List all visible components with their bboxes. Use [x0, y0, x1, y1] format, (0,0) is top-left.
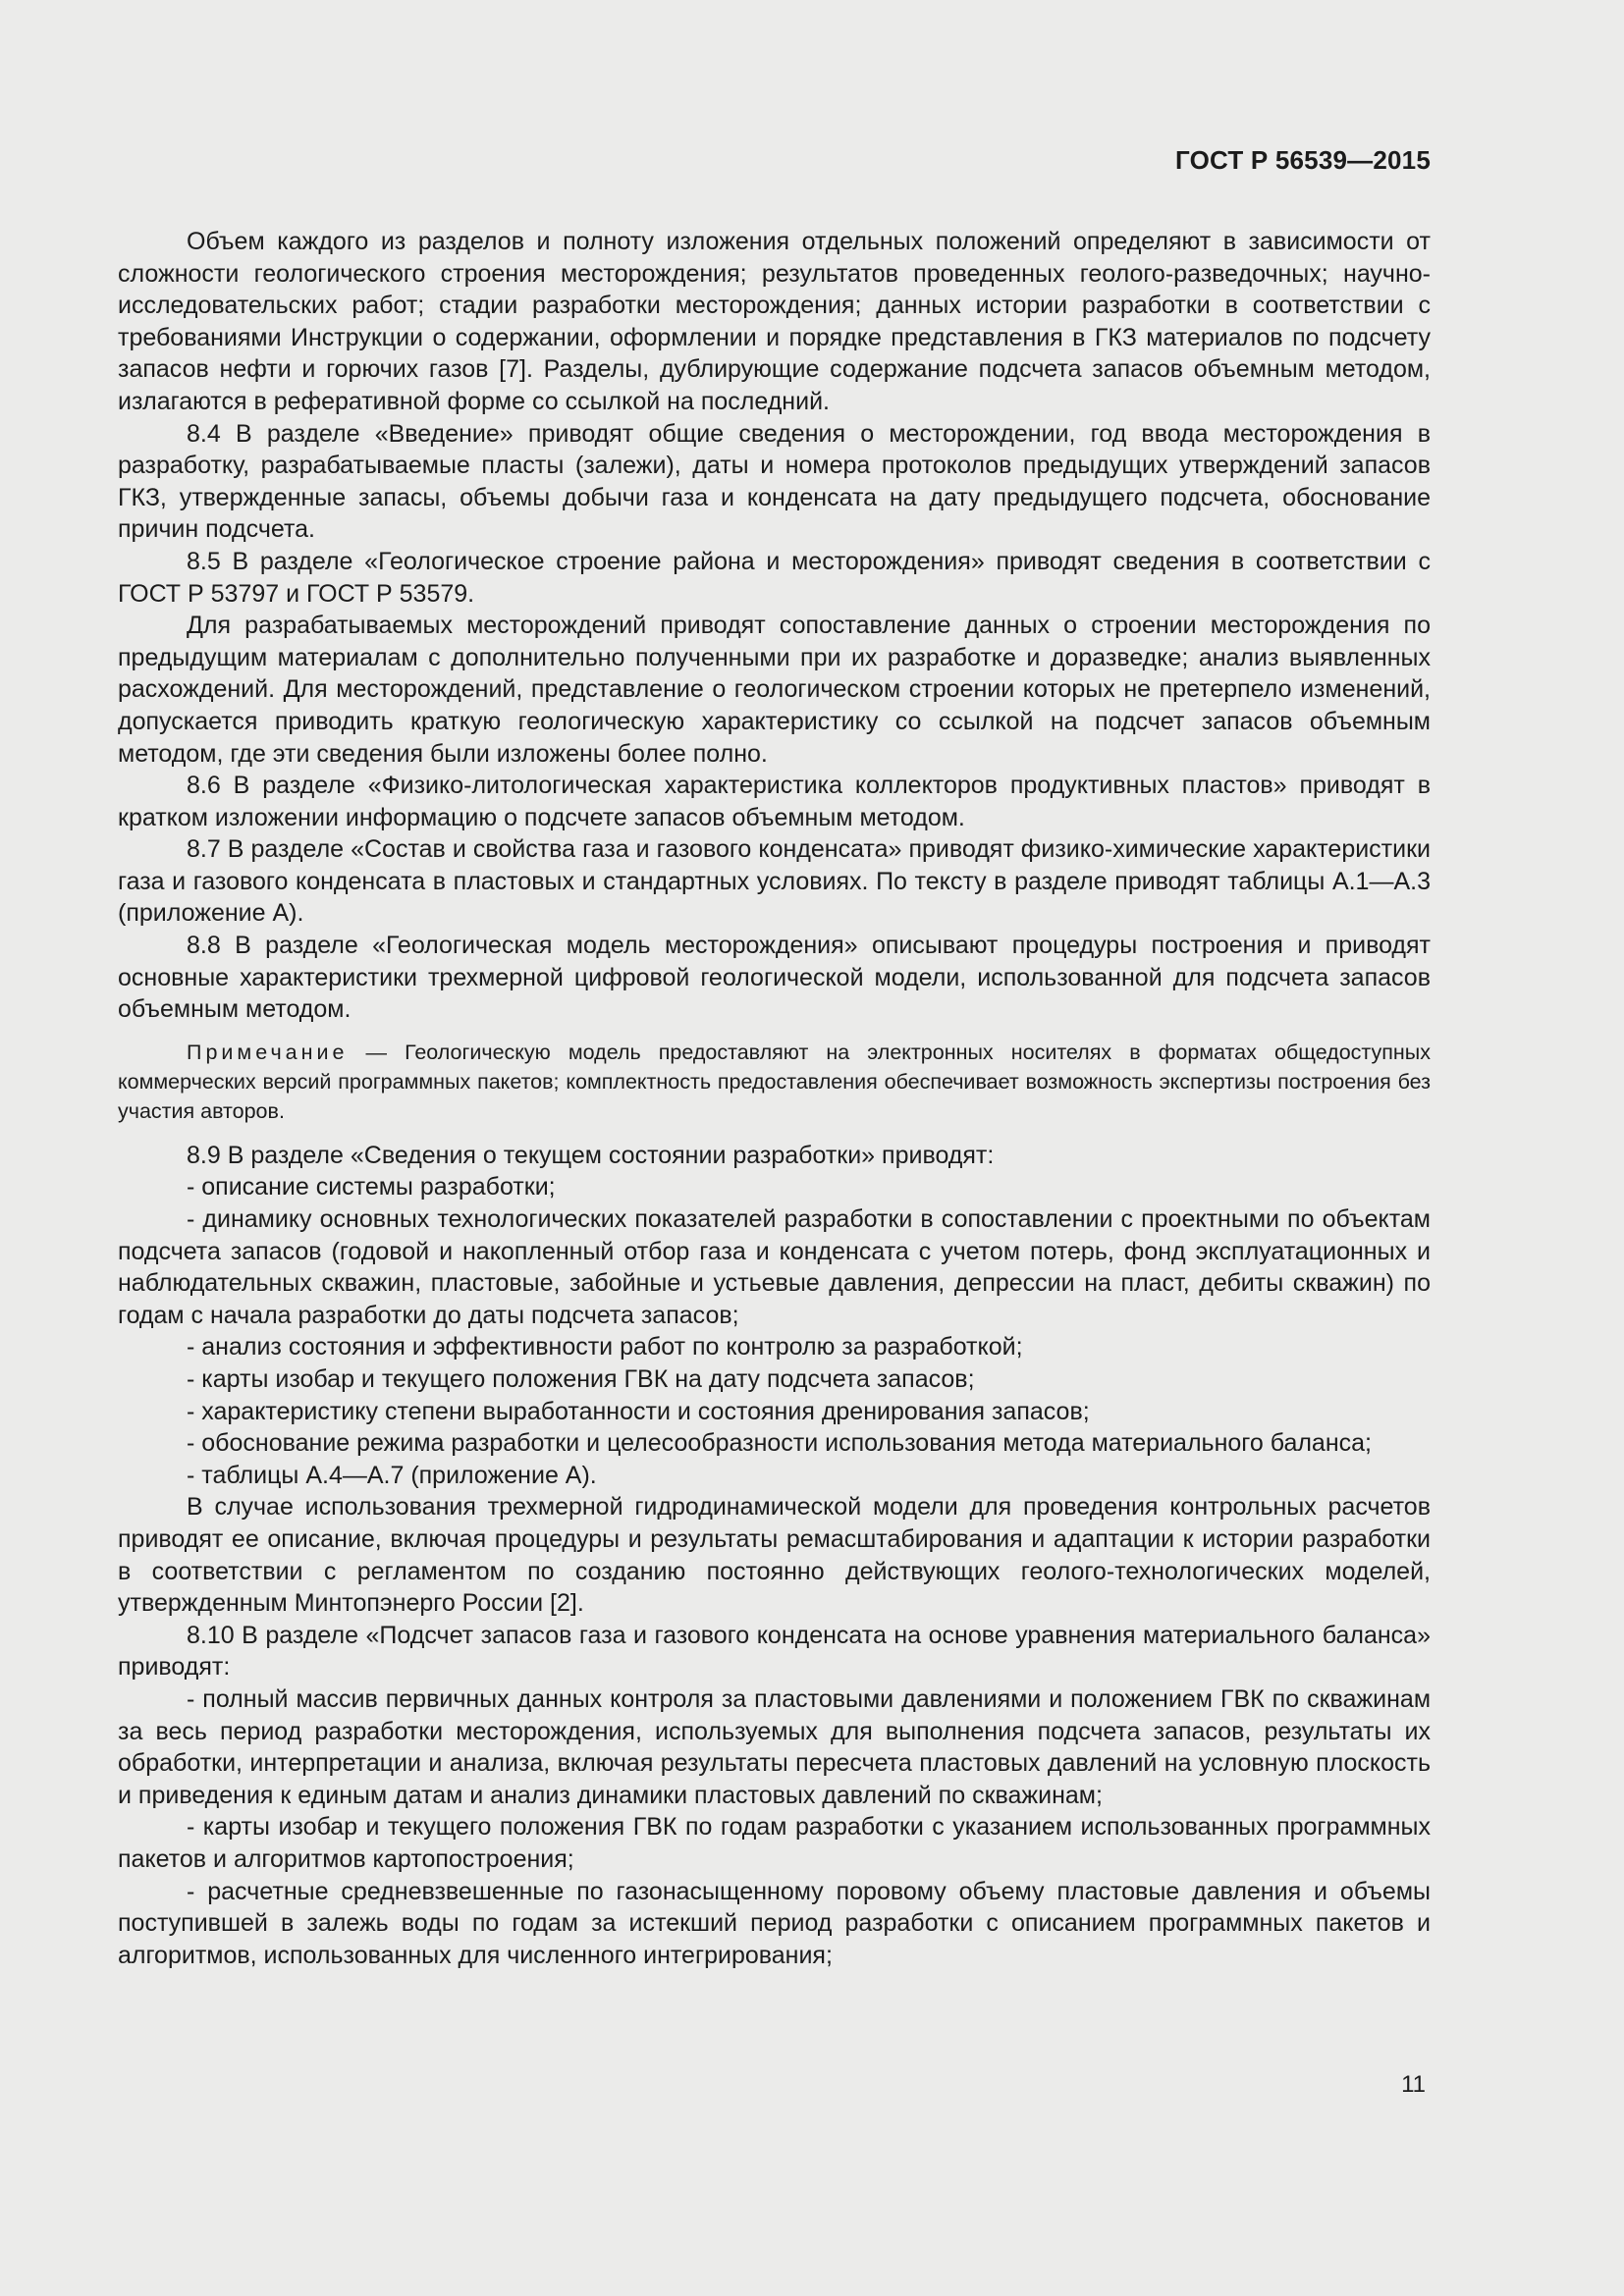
- paragraph: В случае использования трехмерной гидродинамической модели для проведения контрольных расчетов приводят ее описание, включая процедуры и результаты ремасштабирования и адаптации к истории разработки в соответствии с регламентом по созданию постоянно действующих геолого-технологических моделей, утвержденным Минтопэнерго России [2].: [118, 1493, 1431, 1618]
- paragraph: 8.10 В разделе «Подсчет запасов газа и газового конденсата на основе уравнения материального баланса» приводят:: [118, 1621, 1431, 1682]
- paragraph: 8.8 В разделе «Геологическая модель месторождения» описывают процедуры построения и приводят основные характеристики трехмерной цифровой геологической модели, использованной для подсчета запасов объемным методом.: [118, 932, 1431, 1024]
- document-code-header: ГОСТ Р 56539—2015: [1175, 145, 1431, 175]
- list-item: - полный массив первичных данных контроля за пластовыми давлениями и положением ГВК по скважинам за весь период разработки месторождения, используемых для выполнения подсчета запасов, результаты их обработки, интерпретации и анализа, включая результаты пересчета пластовых давлений на условную плоскость и приведения к единым датам и анализ динамики пластовых давлений по скважинам;: [118, 1684, 1431, 1809]
- paragraph: Объем каждого из разделов и полноту изложения отдельных положений определяют в зависимости от сложности геологического строения месторождения; результатов проведенных геолого-разведочных; научно-исследовательских работ; стадии разработки месторождения; данных истории разработки в соответствии с требованиями Инструкции о содержании, оформлении и порядке представления в ГКЗ материалов по подсчету запасов нефти и горючих газов [7]. Разделы, дублирующие содержание подсчета запасов объемным методом, излагаются в реферативной форме со ссылкой на последний.: [118, 228, 1431, 415]
- note: [118, 1038, 1431, 1126]
- paragraph: 8.4 В разделе «Введение» приводят общие сведения о месторождении, год ввода месторождения в разработку, разрабатываемые пласты (залежи), даты и номера протоколов предыдущих утверждений запасов ГКЗ, утвержденные запасы, объемы добычи газа и конденсата на дату предыдущего подсчета, обоснование причин подсчета.: [118, 419, 1431, 544]
- paragraph: 8.5 В разделе «Геологическое строение района и месторождения» приводят сведения в соответствии с ГОСТ Р 53797 и ГОСТ Р 53579.: [118, 547, 1431, 608]
- list-item: - карты изобар и текущего положения ГВК на дату подсчета запасов;: [187, 1365, 975, 1393]
- paragraph: Для разрабатываемых месторождений приводят сопоставление данных о строении месторождения по предыдущим материалам с дополнительно полученными при их разработке и доразведке; анализ выявленных расхождений. Для месторождений, представление о геологическом строении которых не претерпело изменений, допускается приводить краткую геологическую характеристику со ссылкой на подсчет запасов объемным методом, где эти сведения были изложены более полно.: [118, 612, 1431, 768]
- paragraph: 8.9 В разделе «Сведения о текущем состоянии разработки» приводят:: [187, 1141, 995, 1169]
- note-label: Примечание: [187, 1040, 349, 1064]
- list-item: - расчетные средневзвешенные по газонасыщенному поровому объему пластовые давления и объемы поступившей в залежь воды по годам за истекший период разработки с описанием программных пакетов и алгоритмов, использованных для численного интегрирования;: [118, 1877, 1431, 1969]
- document-body: [118, 226, 1431, 1971]
- list-item: - характеристику степени выработанности и состояния дренирования запасов;: [187, 1397, 1090, 1425]
- list-item: - анализ состояния и эффективности работ по контролю за разработкой;: [187, 1333, 1023, 1362]
- list-item: - обоснование режима разработки и целесообразности использования метода материального баланса;: [187, 1429, 1372, 1458]
- list-item: - карты изобар и текущего положения ГВК по годам разработки с указанием использованных программных пакетов и алгоритмов картопостроения;: [118, 1813, 1431, 1873]
- list-item: - динамику основных технологических показателей разработки в сопоставлении с проектными по объектам подсчета запасов (годовой и накопленный отбор газа и конденсата с учетом потерь, фонд эксплуатационных и наблюдательных скважин, пластовые, забойные и устьевые давления, депрессии на пласт, дебиты скважин) по годам с начала разработки до даты подсчета запасов;: [118, 1205, 1431, 1329]
- page-number: 11: [1401, 2071, 1426, 2098]
- note-text: — Геологическую модель предоставляют на электронных носителях в форматах общедоступных коммерческих версий программных пакетов; комплектность предоставления обеспечивает возможность экспертизы построения без участия авторов.: [118, 1040, 1431, 1123]
- paragraph: 8.7 В разделе «Состав и свойства газа и газового конденсата» приводят физико-химические характеристики газа и газового конденсата в пластовых и стандартных условиях. По тексту в разделе приводят таблицы А.1—А.3 (приложение А).: [118, 835, 1431, 928]
- list-item: - описание системы разработки;: [187, 1173, 556, 1201]
- paragraph: 8.6 В разделе «Физико-литологическая характеристика коллекторов продуктивных пластов» приводят в кратком изложении информацию о подсчете запасов объемным методом.: [118, 772, 1431, 831]
- list-item: - таблицы А.4—А.7 (приложение А).: [187, 1461, 597, 1489]
